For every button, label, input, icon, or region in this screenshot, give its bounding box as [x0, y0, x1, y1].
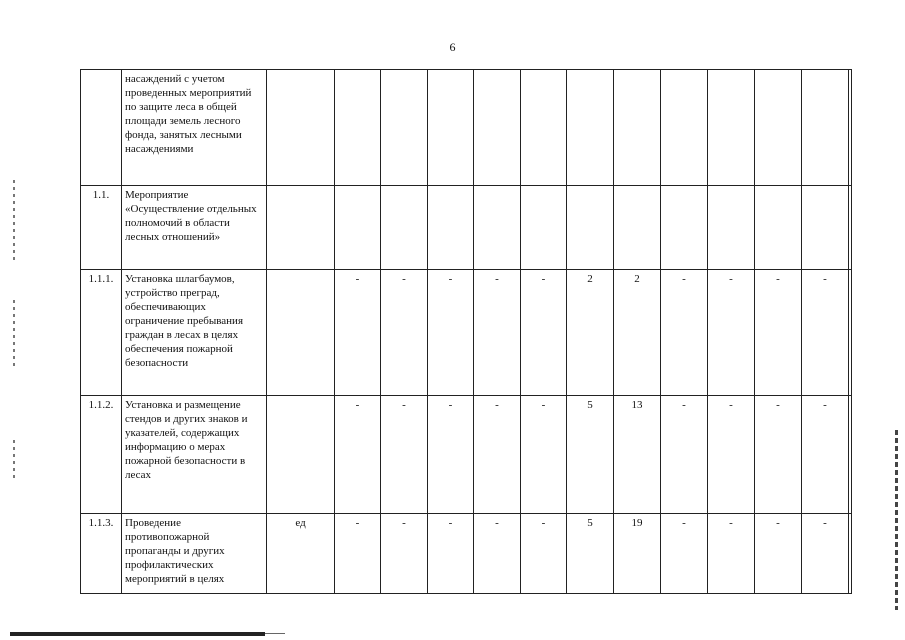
value-cell: 2	[614, 270, 661, 396]
value-cell	[802, 70, 849, 186]
row-number-cell: 1.1.2.	[81, 396, 122, 514]
indicators-table	[80, 69, 852, 594]
value-cell: -	[661, 270, 708, 396]
value-cell	[335, 186, 381, 270]
value-cell	[474, 186, 521, 270]
scan-artifact-right	[895, 430, 898, 610]
value-cell	[614, 70, 661, 186]
unit-cell	[267, 70, 335, 186]
value-cell: -	[335, 514, 381, 594]
value-cell: -	[661, 396, 708, 514]
unit-cell	[267, 186, 335, 270]
value-cell: -	[474, 396, 521, 514]
row-name-cell: Мероприятие «Осуществление отдельных полномочий в области лесных отношений»	[122, 186, 267, 270]
value-cell: -	[521, 396, 567, 514]
value-cell: 13	[614, 396, 661, 514]
value-cell	[428, 186, 474, 270]
value-cell: -	[335, 270, 381, 396]
unit-cell	[267, 270, 335, 396]
value-cell: 5	[567, 514, 614, 594]
value-cell: -	[755, 514, 802, 594]
table-row	[81, 514, 852, 594]
value-cell	[428, 70, 474, 186]
table-row	[81, 70, 852, 186]
row-name-cell: Установка шлагбаумов, устройство преград, обеспечивающих ограничение пребывания граждан в лесах в целях обеспечения пожарной безопасности	[122, 270, 267, 396]
bottom-rule	[10, 632, 265, 636]
value-cell: -	[381, 270, 428, 396]
value-cell: -	[428, 270, 474, 396]
unit-cell: ед	[267, 514, 335, 594]
value-cell	[849, 70, 852, 186]
value-cell	[614, 186, 661, 270]
value-cell	[849, 514, 852, 594]
row-number-cell: 1.1.1.	[81, 270, 122, 396]
scan-artifact-left	[13, 180, 15, 260]
value-cell	[567, 186, 614, 270]
value-cell: -	[521, 514, 567, 594]
value-cell: -	[755, 396, 802, 514]
value-cell	[849, 396, 852, 514]
row-number-cell: 1.1.3.	[81, 514, 122, 594]
value-cell: -	[428, 396, 474, 514]
row-name-cell: насаждений с учетом проведенных мероприятий по защите леса в общей площади земель лесного фонда, занятых лесными насаждениями	[122, 70, 267, 186]
value-cell: 5	[567, 396, 614, 514]
table-row	[81, 396, 852, 514]
value-cell	[567, 70, 614, 186]
table-row	[81, 186, 852, 270]
value-cell	[335, 70, 381, 186]
value-cell	[381, 186, 428, 270]
value-cell	[849, 270, 852, 396]
value-cell: -	[802, 270, 849, 396]
value-cell: -	[381, 514, 428, 594]
value-cell: -	[755, 270, 802, 396]
value-cell	[521, 70, 567, 186]
value-cell	[381, 70, 428, 186]
row-name-cell: Установка и размещение стендов и других знаков и указателей, содержащих информацию о мерах пожарной безопасности в лесах	[122, 396, 267, 514]
row-number-cell: 1.1.	[81, 186, 122, 270]
value-cell: -	[802, 396, 849, 514]
value-cell: -	[335, 396, 381, 514]
value-cell	[802, 186, 849, 270]
value-cell: -	[708, 514, 755, 594]
value-cell: -	[474, 514, 521, 594]
value-cell: -	[708, 396, 755, 514]
value-cell	[755, 186, 802, 270]
value-cell	[708, 186, 755, 270]
scan-artifact-left	[13, 440, 15, 480]
value-cell: -	[381, 396, 428, 514]
value-cell: -	[802, 514, 849, 594]
value-cell: -	[428, 514, 474, 594]
value-cell	[708, 70, 755, 186]
scan-artifact-left	[13, 300, 15, 370]
table-row	[81, 270, 852, 396]
page-number: 6	[449, 40, 456, 54]
unit-cell	[267, 396, 335, 514]
value-cell: 2	[567, 270, 614, 396]
value-cell: -	[708, 270, 755, 396]
value-cell	[661, 70, 708, 186]
value-cell	[521, 186, 567, 270]
table-body	[81, 70, 852, 594]
value-cell	[755, 70, 802, 186]
row-name-cell: Проведение противопожарной пропаганды и других профилактических мероприятий в целях	[122, 514, 267, 594]
value-cell: -	[521, 270, 567, 396]
value-cell: 19	[614, 514, 661, 594]
value-cell	[474, 70, 521, 186]
value-cell: -	[661, 514, 708, 594]
value-cell: -	[474, 270, 521, 396]
value-cell	[849, 186, 852, 270]
row-number-cell	[81, 70, 122, 186]
value-cell	[661, 186, 708, 270]
bottom-rule	[265, 633, 285, 634]
